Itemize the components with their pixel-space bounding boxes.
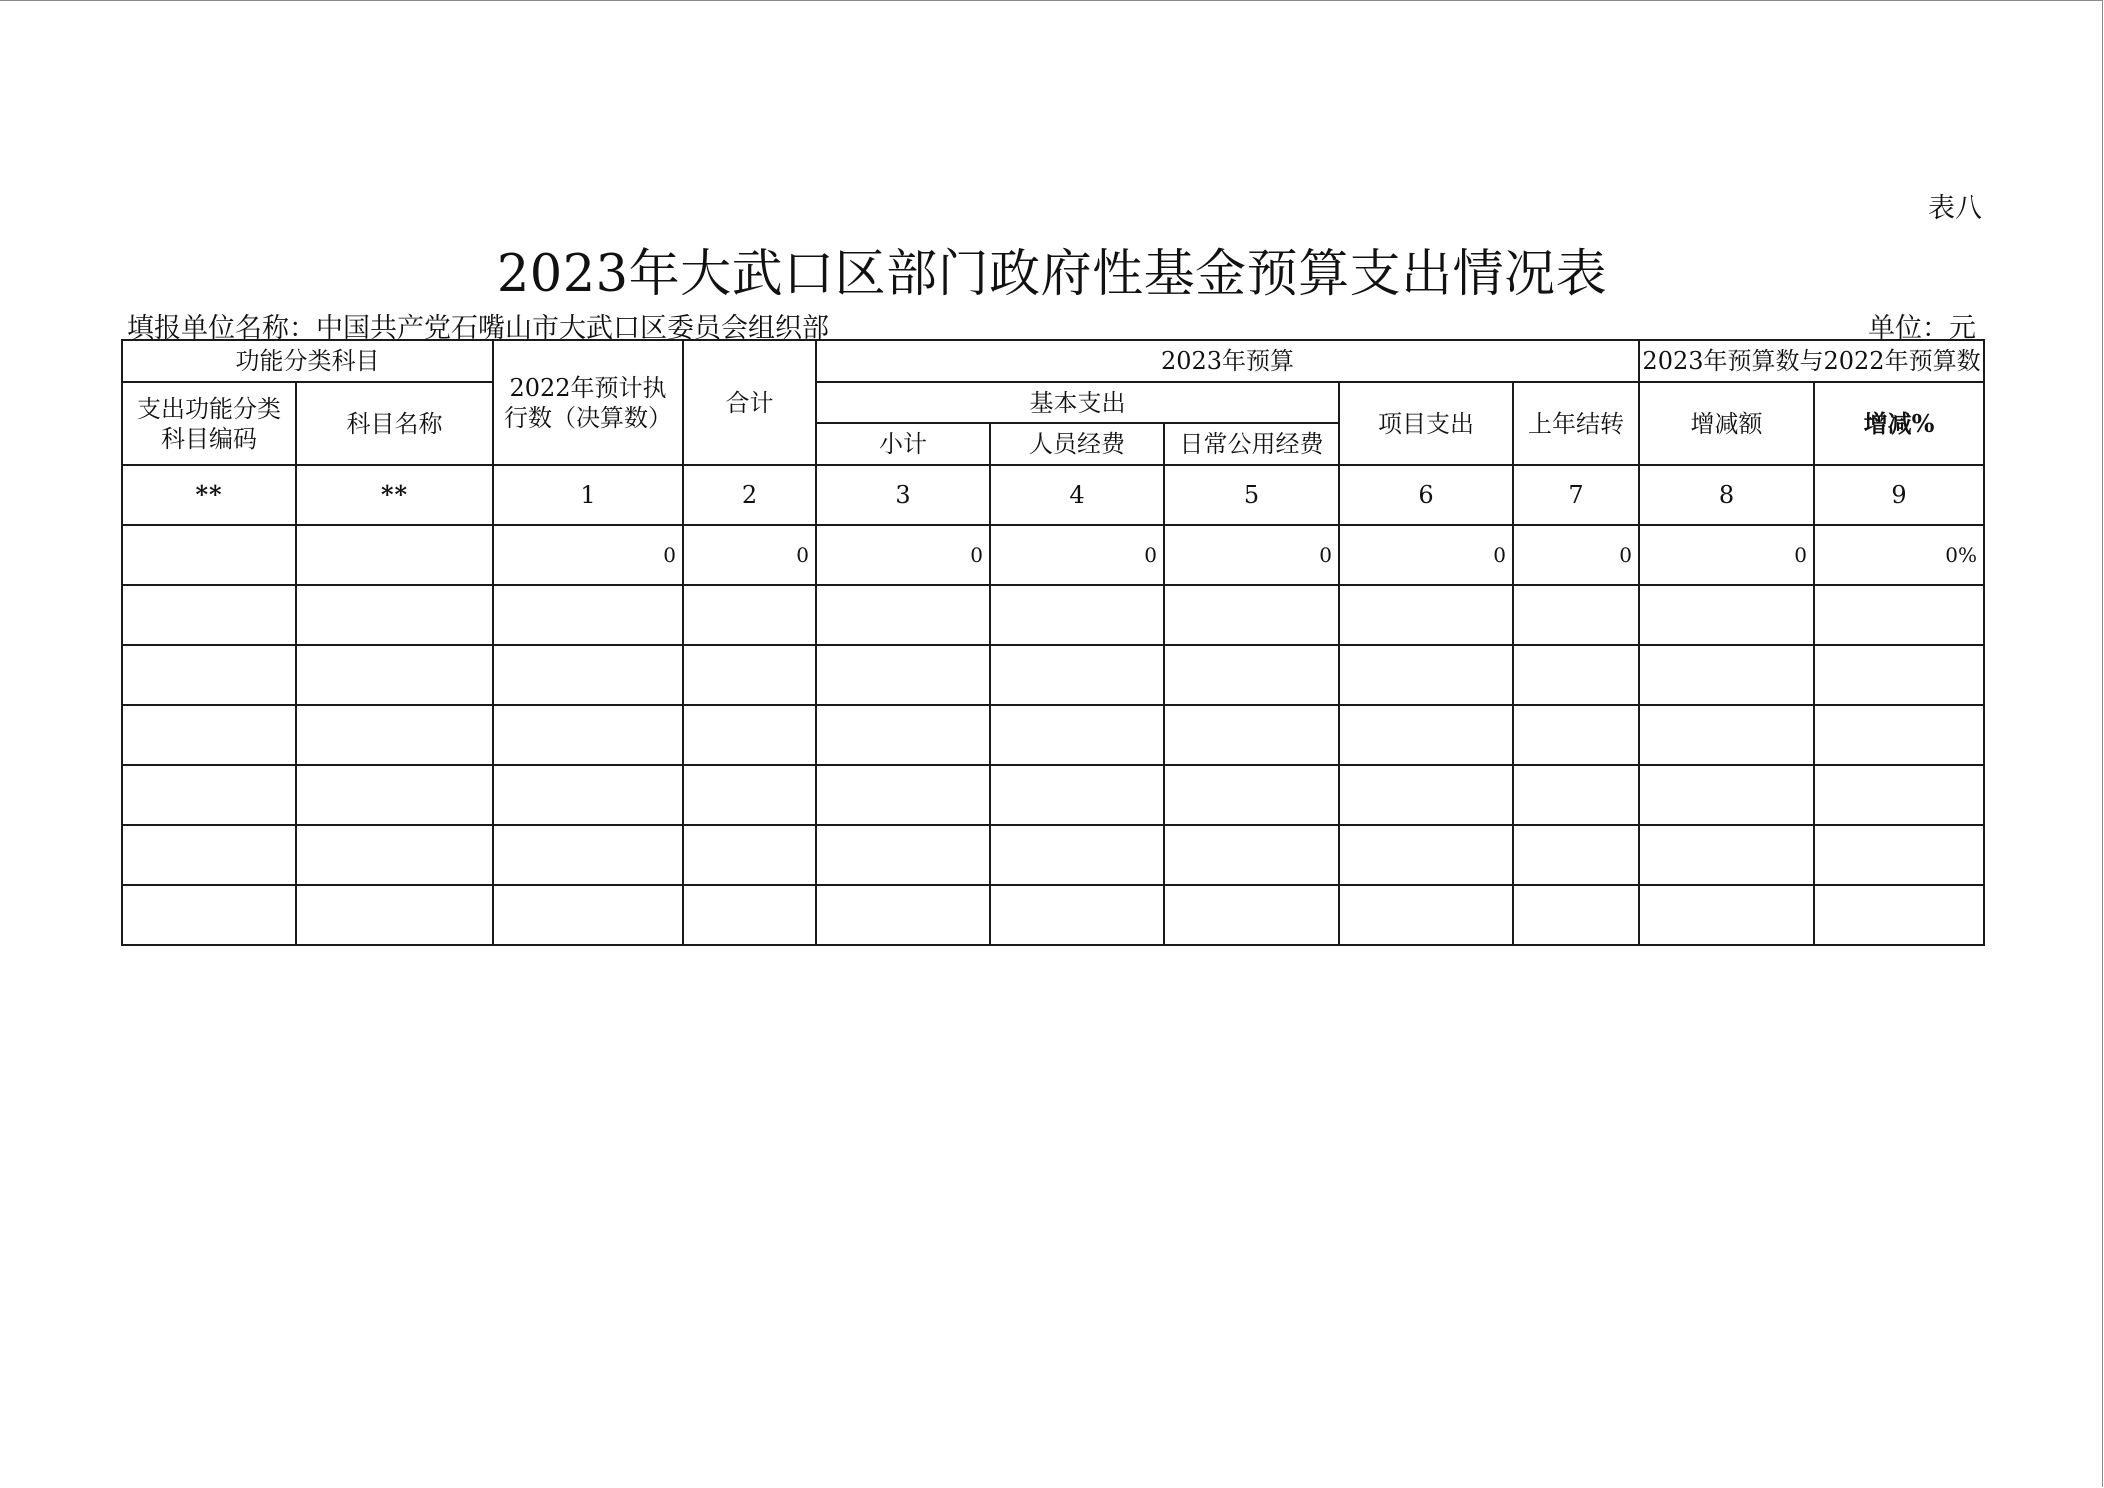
table-cell <box>122 525 296 585</box>
index-cell: 3 <box>816 465 990 525</box>
table-cell <box>122 765 296 825</box>
table-cell <box>1814 705 1984 765</box>
header-prior-exec: 2022年预计执行数（决算数） <box>493 340 683 465</box>
header-total: 合计 <box>683 340 816 465</box>
index-cell: 1 <box>493 465 683 525</box>
table-row <box>122 705 1984 765</box>
table-body <box>122 525 1984 945</box>
table-cell <box>1639 765 1814 825</box>
table-cell <box>1164 585 1339 645</box>
table-cell <box>1513 585 1639 645</box>
table-row <box>122 645 1984 705</box>
table-cell <box>1639 585 1814 645</box>
table-cell <box>493 705 683 765</box>
table-cell <box>122 885 296 945</box>
index-cell: 5 <box>1164 465 1339 525</box>
header-row-1 <box>122 340 1984 382</box>
table-cell <box>990 825 1164 885</box>
table-cell <box>990 885 1164 945</box>
table-cell <box>1339 885 1513 945</box>
table-cell: 0 <box>1164 525 1339 585</box>
table-cell <box>683 885 816 945</box>
table-cell: 0 <box>683 525 816 585</box>
table-cell <box>1513 705 1639 765</box>
table-cell <box>1513 645 1639 705</box>
table-cell <box>1164 765 1339 825</box>
index-cell: 6 <box>1339 465 1513 525</box>
table-cell <box>122 705 296 765</box>
header-carryover: 上年结转 <box>1513 382 1639 465</box>
table-cell <box>816 765 990 825</box>
table-cell <box>683 585 816 645</box>
index-cell: 8 <box>1639 465 1814 525</box>
table-cell: 0 <box>990 525 1164 585</box>
header-subject-name: 科目名称 <box>296 382 493 465</box>
table-cell <box>1339 585 1513 645</box>
table-cell <box>1814 765 1984 825</box>
info-row <box>121 306 1982 342</box>
table-row <box>122 525 1984 585</box>
header-func-code: 支出功能分类科目编码 <box>122 382 296 465</box>
currency-unit: 单位：元 <box>1868 313 1976 344</box>
table-cell <box>122 645 296 705</box>
table-cell <box>296 765 493 825</box>
table-cell <box>1639 885 1814 945</box>
table-cell: 0 <box>1339 525 1513 585</box>
table-cell <box>493 885 683 945</box>
page-title: 2023年大武口区部门政府性基金预算支出情况表 <box>496 245 1608 304</box>
table-cell <box>1164 705 1339 765</box>
table-cell <box>296 825 493 885</box>
header-subtotal: 小计 <box>816 423 990 465</box>
table-cell <box>296 885 493 945</box>
table-row <box>122 825 1984 885</box>
header-project-expense: 项目支出 <box>1339 382 1513 465</box>
index-cell: 2 <box>683 465 816 525</box>
header-basic-expense: 基本支出 <box>816 382 1339 423</box>
table-cell <box>1814 885 1984 945</box>
table-cell <box>1164 825 1339 885</box>
header-func-class: 功能分类科目 <box>122 340 493 382</box>
table-cell <box>296 645 493 705</box>
table-cell: 0 <box>1639 525 1814 585</box>
table-cell <box>296 705 493 765</box>
table-cell: 0 <box>1513 525 1639 585</box>
table-cell <box>816 645 990 705</box>
table-cell <box>990 765 1164 825</box>
table-cell <box>1814 585 1984 645</box>
table-cell <box>683 765 816 825</box>
table-cell <box>122 585 296 645</box>
table-row <box>122 765 1984 825</box>
table-cell <box>1639 825 1814 885</box>
table-cell <box>122 825 296 885</box>
table-cell <box>1339 645 1513 705</box>
table-cell: 0 <box>493 525 683 585</box>
table-cell <box>1339 705 1513 765</box>
header-budget-2023: 2023年预算 <box>816 340 1639 382</box>
budget-table <box>121 339 1985 946</box>
header-change-amount: 增减额 <box>1639 382 1814 465</box>
header-public-expense: 日常公用经费 <box>1164 423 1339 465</box>
table-cell <box>493 585 683 645</box>
header-comparison: 2023年预算数与2022年预算数 <box>1639 340 1984 382</box>
table-number: 表八 <box>1928 193 1982 224</box>
table-cell <box>1339 825 1513 885</box>
table-cell <box>683 825 816 885</box>
header-row-2 <box>122 382 1984 423</box>
table-cell <box>1164 885 1339 945</box>
table-cell <box>816 585 990 645</box>
table-cell <box>493 825 683 885</box>
index-cell: ** <box>122 465 296 525</box>
index-cell: 7 <box>1513 465 1639 525</box>
table-cell <box>1513 825 1639 885</box>
header-personnel: 人员经费 <box>990 423 1164 465</box>
table-cell <box>296 585 493 645</box>
table-cell <box>816 885 990 945</box>
table-cell: 0 <box>816 525 990 585</box>
table-cell <box>816 705 990 765</box>
index-cell: ** <box>296 465 493 525</box>
table-cell <box>296 525 493 585</box>
table-cell <box>1513 885 1639 945</box>
table-cell <box>1513 765 1639 825</box>
table-cell <box>1339 765 1513 825</box>
table-cell <box>990 705 1164 765</box>
index-row <box>122 465 1984 525</box>
table-cell <box>1639 705 1814 765</box>
table-row <box>122 585 1984 645</box>
table-cell <box>990 645 1164 705</box>
index-cell: 9 <box>1814 465 1984 525</box>
table-cell <box>1164 645 1339 705</box>
table-cell <box>493 765 683 825</box>
reporting-unit: 填报单位名称：中国共产党石嘴山市大武口区委员会组织部 <box>127 313 829 344</box>
table-cell <box>1814 645 1984 705</box>
index-cell: 4 <box>990 465 1164 525</box>
table-cell <box>990 585 1164 645</box>
table-cell <box>683 705 816 765</box>
table-cell <box>683 645 816 705</box>
table-cell <box>1814 825 1984 885</box>
table-cell <box>1639 645 1814 705</box>
header-change-pct: 增减% <box>1814 382 1984 465</box>
table-cell <box>816 825 990 885</box>
table-row <box>122 885 1984 945</box>
table-cell <box>493 645 683 705</box>
table-cell: 0% <box>1814 525 1984 585</box>
